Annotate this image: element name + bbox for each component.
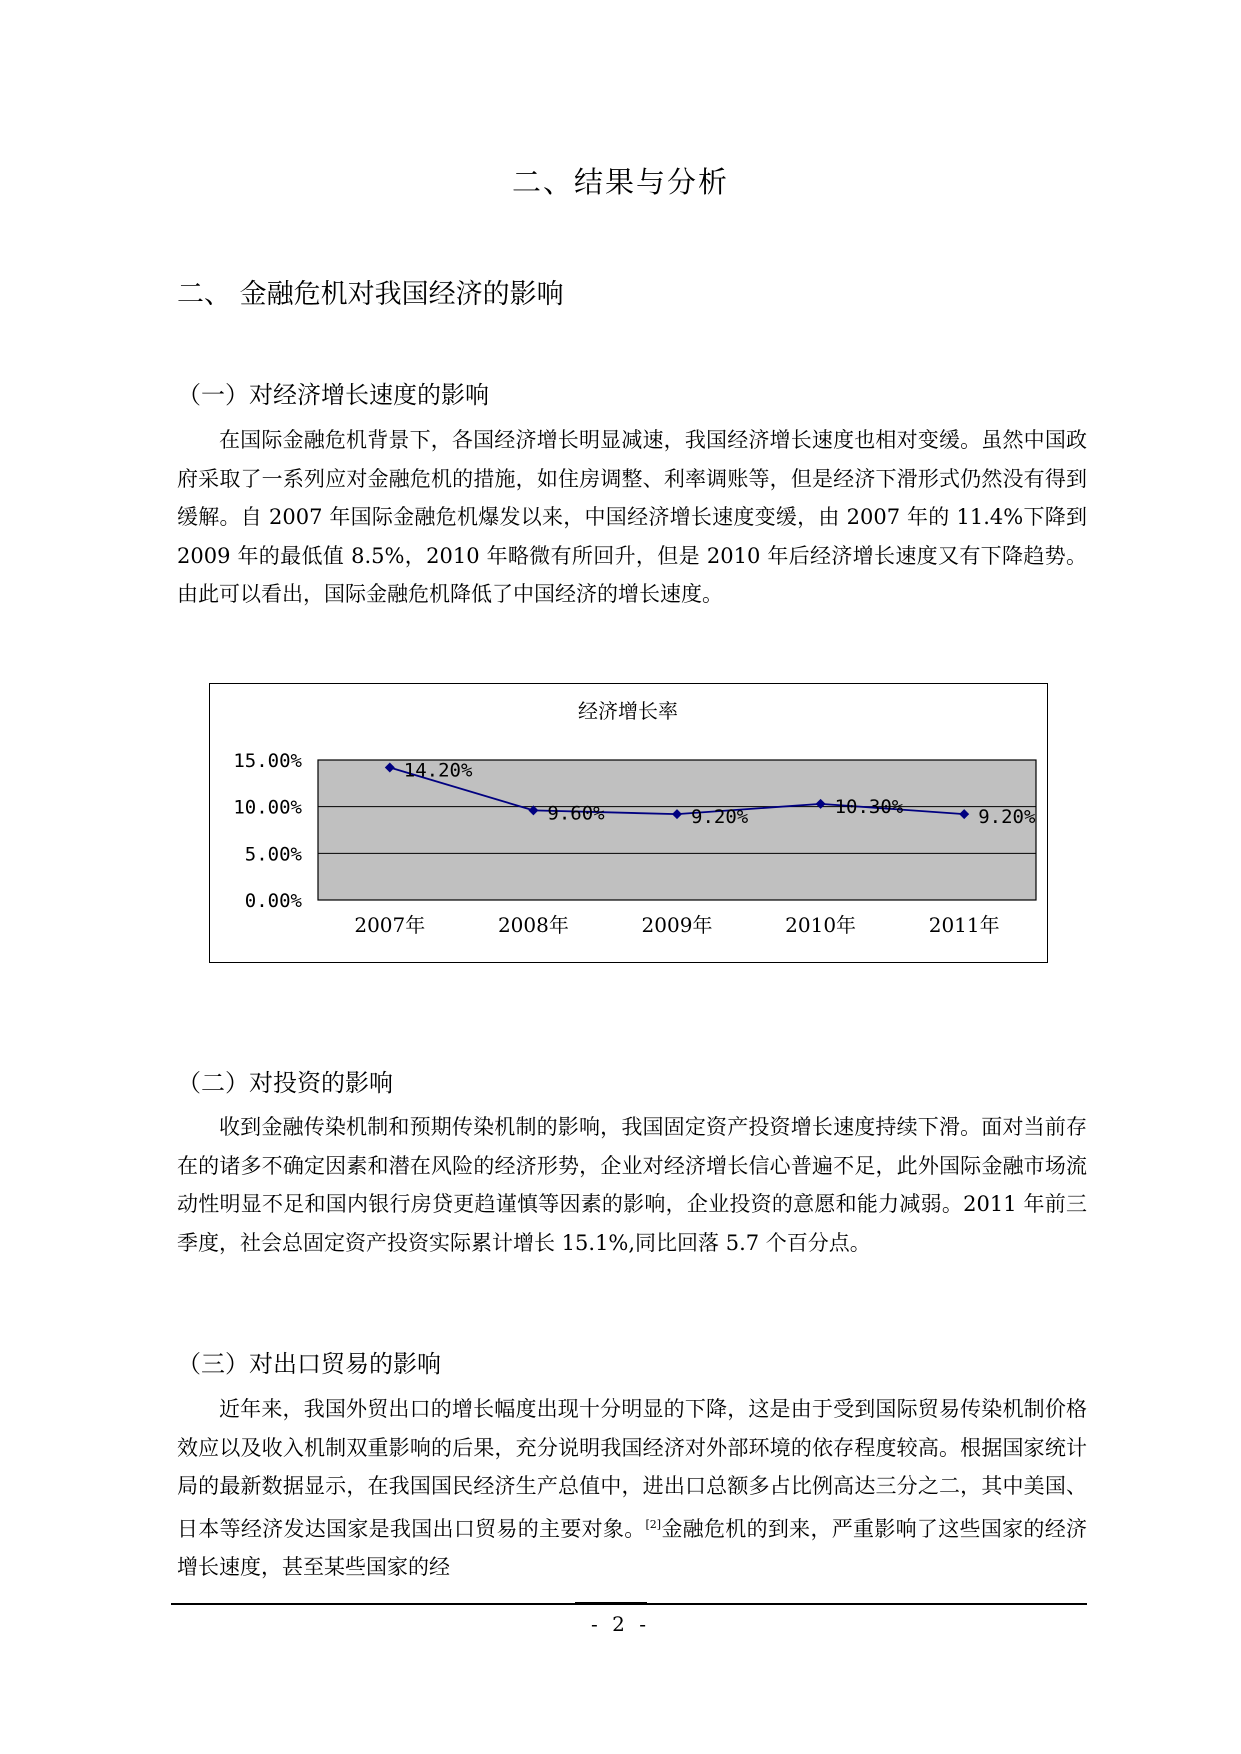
paragraph-export-text: 近年来，我国外贸出口的增长幅度出现十分明显的下降，这是由于受到国际贸易传染机制价格效应以及收入机制双重影响的后果，充分说明我国经济对外部环境的依存程度较高。根据国家统计局的最新数据显示，在我国国民经济生产总值中，进出口总额多占比例高达三分之二，其中美国、日本等经济发达国家是我国出口贸易的主要对象。 xyxy=(177,1397,1087,1541)
y-tick-label: 10.00% xyxy=(233,796,302,819)
x-tick-label: 2009年 xyxy=(641,913,713,937)
chart-title: 经济增长率 xyxy=(578,699,678,723)
paragraph-growth: 在国际金融危机背景下，各国经济增长明显减速，我国经济增长速度也相对变缓。虽然中国政府采取了一系列应对金融危机的措施，如住房调整、利率调账等，但是经济下滑形式仍然没有得到缓解。自 2007 年国际金融危机爆发以来，中国经济增长速度变缓，由 2007 年的 11.4%下降到 2009 年的最低值 8.5%，2010 年略微有所回升，但是 2010 年后经济增长速度又有下降趋势。由此可以看出，国际金融危机降低了中国经济的增长速度。 xyxy=(177,428,1087,606)
data-label: 9.20% xyxy=(691,806,749,829)
y-tick-label: 5.00% xyxy=(244,843,302,866)
subsection-heading-export: （三）对出口贸易的影响 xyxy=(177,1350,441,1378)
x-tick-label: 2010年 xyxy=(785,913,857,937)
subsection-heading-investment: （二）对投资的影响 xyxy=(177,1069,393,1097)
paragraph-investment: 收到金融传染机制和预期传染机制的影响，我国固定资产投资增长速度持续下滑。面对当前存在的诸多不确定因素和潜在风险的经济形势，企业对经济增长信心普遍不足，此外国际金融市场流动性明显不足和国内银行房贷更趋谨慎等因素的影响，企业投资的意愿和能力减弱。2011 年前三季度，社会总固定资产投资实际累计增长 15.1%,同比回落 5.7 个百分点。 xyxy=(177,1115,1087,1255)
data-label: 9.20% xyxy=(978,806,1036,829)
subsection-heading-growth: （一）对经济增长速度的影响 xyxy=(177,381,489,409)
paragraph-export xyxy=(177,1390,1087,1587)
data-label: 14.20% xyxy=(403,759,473,782)
page-number: - 2 - xyxy=(591,1612,650,1636)
x-tick-label: 2008年 xyxy=(497,913,569,937)
chart-svg xyxy=(210,684,1049,964)
data-label: 9.60% xyxy=(547,802,605,825)
reference-mark[interactable]: [2] xyxy=(645,1517,662,1531)
x-tick-label: 2011年 xyxy=(928,913,1000,937)
growth-rate-chart xyxy=(209,683,1048,963)
footer-rule-accent xyxy=(575,1602,647,1605)
y-tick-label: 15.00% xyxy=(233,750,302,772)
data-label: 10.30% xyxy=(834,795,904,818)
x-tick-label: 2007年 xyxy=(354,913,426,937)
y-tick-label: 0.00% xyxy=(244,890,302,912)
section-heading: 二、 金融危机对我国经济的影响 xyxy=(177,279,564,310)
page-title: 二、结果与分析 xyxy=(511,165,729,199)
paragraph-export-continued: 金融危机的到来，严重影响了这些国家的经济增长速度，甚至某些国家的经 xyxy=(177,1516,1087,1579)
